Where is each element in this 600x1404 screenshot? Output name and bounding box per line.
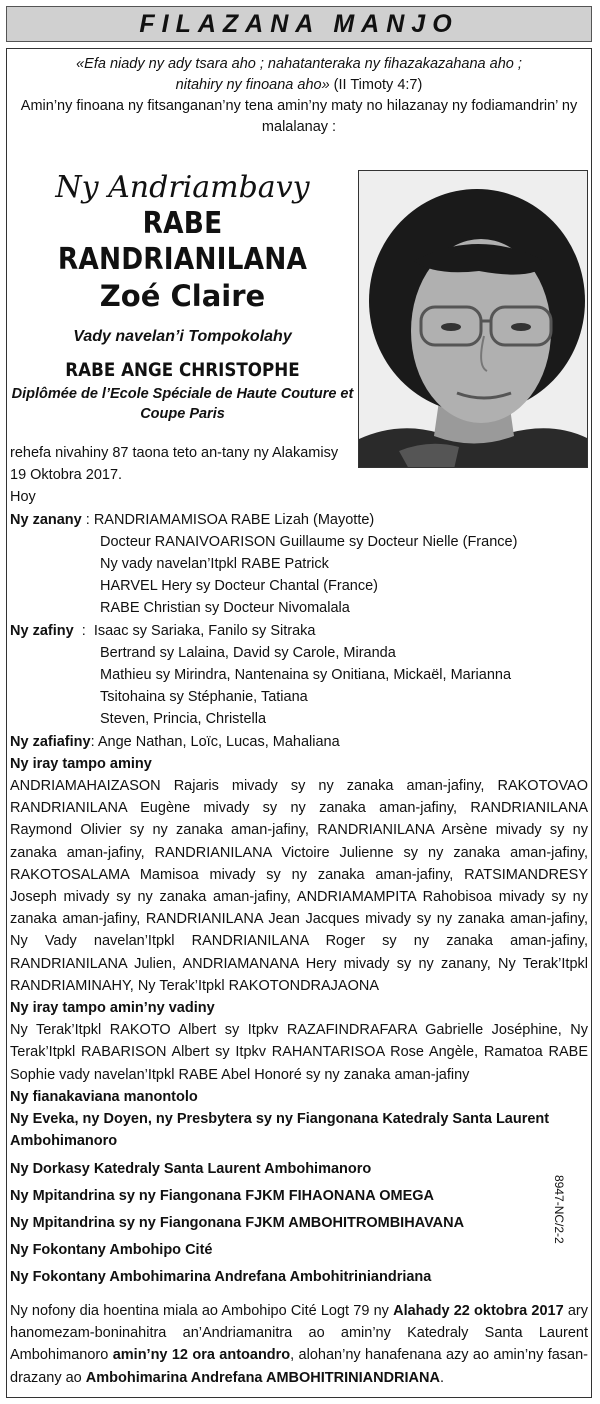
deceased-block — [10, 170, 355, 424]
organization-item: Ny Fokontany Ambohimarina Andrefana Ambohitriniandriana — [10, 1269, 432, 1286]
diploma-text: Diplômée de l’Ecole Spéciale de Haute Couture et Coupe Paris — [11, 386, 354, 422]
death-line-2: 19 Oktobra 2017. — [10, 467, 123, 484]
quote-line-2: nitahiry ny finoana aho» — [175, 77, 330, 93]
notice-title: FILAZANA MANJO — [139, 9, 459, 38]
grandchildren-label: Ny zafiny — [10, 622, 74, 639]
honorific: Ny Andriambavy — [55, 170, 310, 205]
notice-header — [6, 6, 592, 42]
deceased-surname: RABE RANDRIANILANA — [57, 206, 308, 277]
children-row-0: Ny zanany : RANDRIAMAMISOA RABE Lizah (Mayotte) — [10, 511, 375, 528]
deceased-given-names: Zoé Claire — [99, 279, 266, 313]
organization-item: Ny Mpitandrina sy ny Fiangonana FJKM AMBOHITROMBIHAVANA — [10, 1215, 465, 1232]
great-grandchildren-row — [10, 731, 588, 753]
child-item: Docteur RANAIVOARISON Guillaume sy Docteur Nielle (France) — [100, 533, 518, 550]
children-label: Ny zanany — [10, 511, 82, 528]
siblings-heading: Ny iray tampo aminy — [10, 755, 152, 772]
burial-place: Ambohimarina Andrefana AMBOHITRINIANDRIANA — [85, 1369, 440, 1386]
child-item: RABE Christian sy Docteur Nivomalala — [100, 600, 350, 617]
spouse-siblings-text: Ny Terak’Itpkl RAKOTO Albert sy Itpkv RAZAFINDRAFARA Gabrielle Joséphine, Ny Terak’Itpkl RABARISON Albert sy Itpkv RAHANTARISOA Rose Angèle, Ramatoa RABE Sophie vady navelan’Itpkl RABE Abel Honoré sy ny zanaka aman-jafiny — [10, 1022, 588, 1083]
portrait-photo — [358, 170, 588, 468]
grandchild-item: Isaac sy Sariaka, Fanilo sy Sitraka — [93, 622, 316, 639]
bible-quote — [14, 54, 584, 138]
great-grandchildren-text: : Ange Nathan, Loïc, Lucas, Mahaliana — [90, 733, 340, 750]
child-item: Ny vady navelan’Itpkl RABE Patrick — [100, 556, 329, 573]
quote-reference: (II Timoty 4:7) — [329, 77, 423, 93]
closing-paragraph: Ny nofony dia hoentina miala ao Ambohipo Cité Logt 79 ny Alahady 22 oktobra 2017 ary hanomezam-boninahitra an’Andriamanitra ao amin’ny Katedraly Santa Laurent Ambohimanoro amin’ny 12 ora antoandro, alohan’ny hanafenana azy ao amin’ny fasan-drazany ao Ambohimarina Andrefana AMBOHITRINIANDRIANA. — [10, 1303, 589, 1386]
organization-item: Ny Eveka, ny Doyen, ny Presbytera sy ny Fiangonana Katedraly Santa Laurent Ambohimanoro — [10, 1111, 550, 1150]
family-heading: Ny fianakaviana manontolo — [10, 1088, 198, 1105]
ceremony-time: amin’ny 12 ora antoandro — [112, 1347, 291, 1364]
organization-item: Ny Dorkasy Katedraly Santa Laurent Ambohimanoro — [10, 1161, 372, 1178]
siblings-text: ANDRIAMAHAIZASON Rajaris mivady sy ny zanaka aman-jafiny, RAKOTOVAO RANDRIANILANA Eugène mivady sy ny zanaka aman-jafiny, RANDRIANILANA Raymond Olivier sy ny zanaka aman-jafiny, RANDRIANILANA Arsène mivady sy ny zanaka aman-jafiny, RANDRIANILANA Victoire Julienne sy ny zanaka aman-jafiny, RAKOTOSALAMA Mamisoa mivady sy ny zanaka aman-jafiny, RATSIMANDRESY Joseph mivady sy ny zanaka aman-jafiny, ANDRIAMAMPITA Rahobisoa mivady sy ny zanaka aman-jafiny, RANDRIANILANA Jean Jacques mivady sy ny zanaka aman-jafiny, Ny Vady navelan’Itpkl RANDRIANILANA Roger sy ny zanaka aman-jafiny, RANDRIANILANA Julien, ANDRIAMANANA Hery mivady sy ny zanany, Ny Terak’Itpkl RANDRIAMINAHY, Ny Terak’Itpkl RAKOTONDRAJAONA — [10, 778, 588, 994]
great-grandchildren-label: Ny zafiafiny — [10, 733, 91, 750]
organization-item: Ny Mpitandrina sy ny Fiangonana FJKM FIHAONANA OMEGA — [10, 1188, 435, 1205]
ceremony-date: Alahady 22 oktobra 2017 — [393, 1303, 564, 1319]
grandchild-item: Tsitohaina sy Stéphanie, Tatiana — [100, 689, 308, 706]
reference-code: 8947-NC/2-2 — [552, 1175, 566, 1244]
organization-item: Ny Fokontany Ambohipo Cité — [10, 1242, 213, 1259]
quote-intro: Amin’ny finoana ny fitsanganan’ny tena amin’ny maty no hilazanay ny fodiamandrin’ ny malalanay : — [20, 98, 578, 135]
death-line-1: rehefa nivahiny 87 taona teto an-tany ny Alakamisy — [10, 445, 339, 461]
child-item: HARVEL Hery sy Docteur Chantal (France) — [100, 578, 379, 595]
spouse-label: Vady navelan’i Tompokolahy — [73, 328, 292, 345]
grandchild-item: Bertrand sy Lalaina, David sy Carole, Miranda — [100, 644, 396, 661]
spouse-name: RABE ANGE CHRISTOPHE — [65, 359, 300, 381]
hoy-text: Hoy — [10, 489, 36, 506]
quote-line-1: «Efa niady ny ady tsara aho ; nahatanteraka ny fihazakazahana aho ; — [76, 56, 522, 72]
child-item: RANDRIAMAMISOA RABE Lizah (Mayotte) — [93, 511, 375, 528]
grandchildren-row-0: Ny zafiny : Isaac sy Sariaka, Fanilo sy Sitraka — [10, 622, 316, 639]
spouse-siblings-heading: Ny iray tampo amin’ny vadiny — [10, 1000, 215, 1017]
grandchild-item: Steven, Princia, Christella — [100, 711, 267, 728]
grandchild-item: Mathieu sy Mirindra, Nantenaina sy Onitiana, Mickaël, Marianna — [100, 667, 512, 684]
notice-body — [10, 442, 588, 1291]
